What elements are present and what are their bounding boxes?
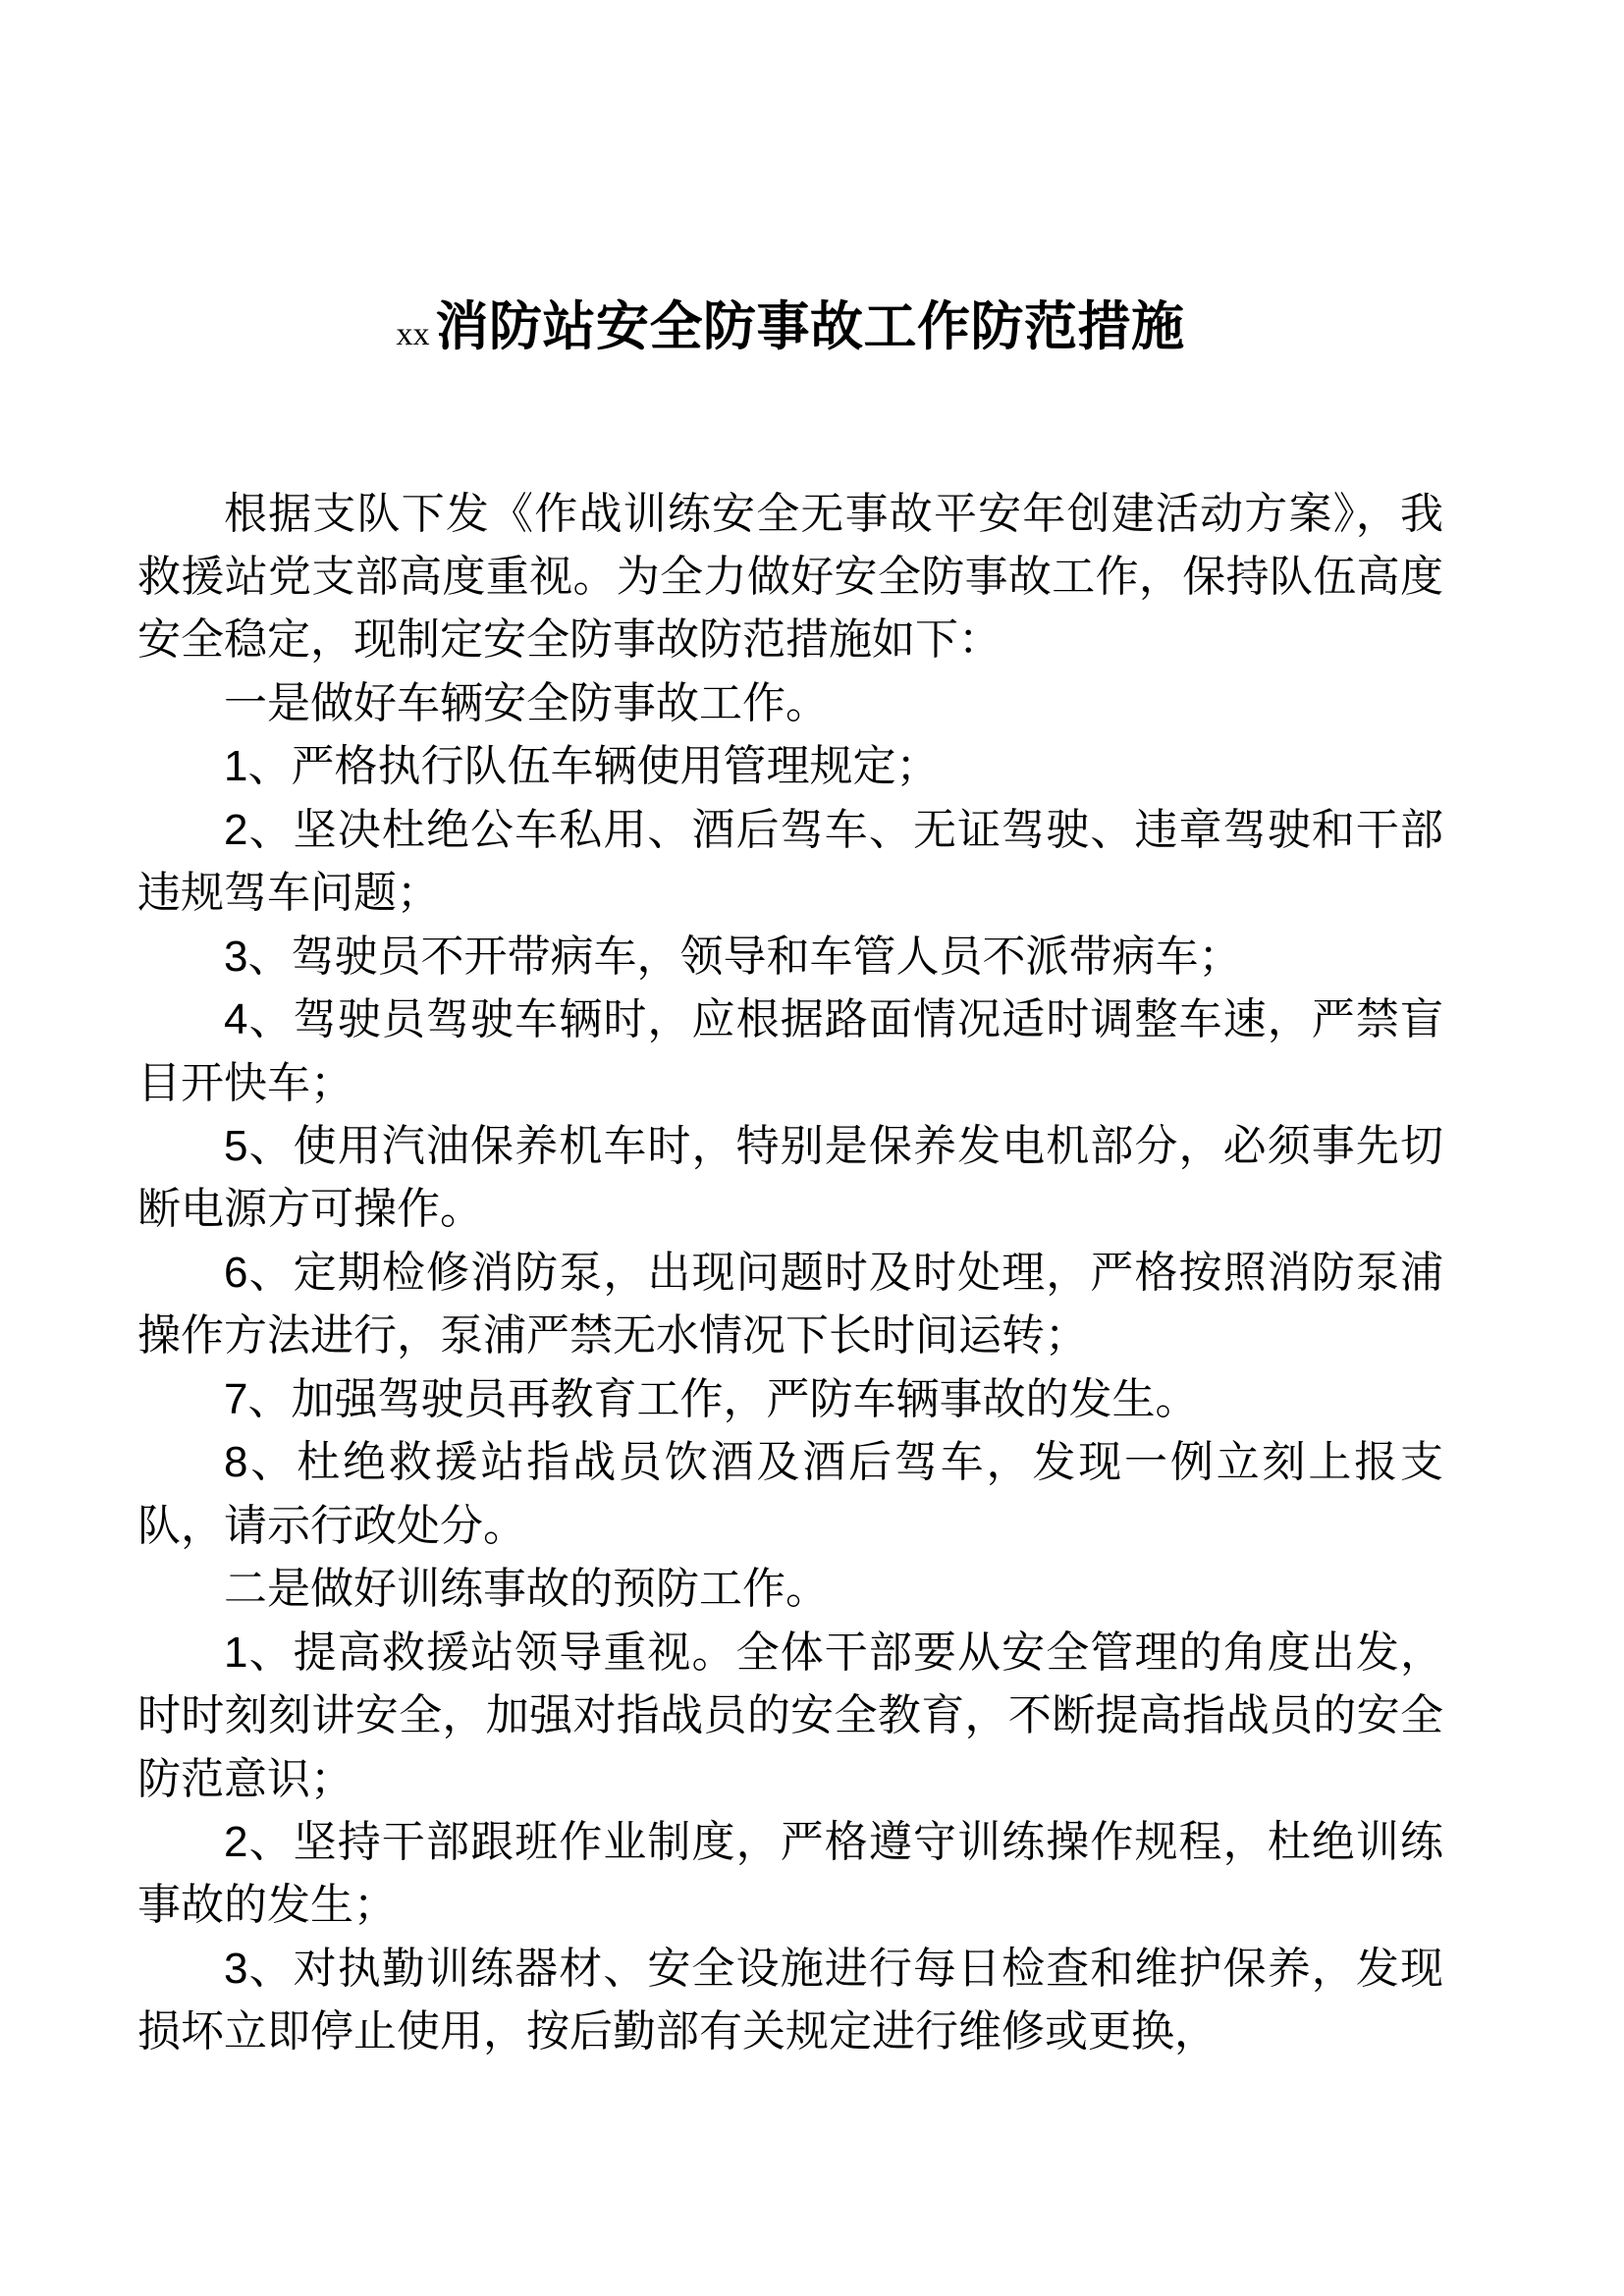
page-title [137, 294, 1443, 361]
paragraph-section-one-item-4: 4、驾驶员驾驶车辆时，应根据路面情况适时调整车速，严禁盲目开快车； [137, 995, 1443, 1107]
paragraph-section-one-item-8: 8、杜绝救援站指战员饮酒及酒后驾车，发现一例立刻上报支队，请示行政处分。 [137, 1438, 1443, 1550]
title-latin-prefix: xx [396, 316, 430, 352]
paragraph-section-one-item-5: 5、使用汽油保养机车时，特别是保养发电机部分，必须事先切断电源方可操作。 [137, 1122, 1443, 1234]
paragraph-section-two-item-2: 2、坚持干部跟班作业制度，严格遵守训练操作规程，杜绝训练事故的发生； [137, 1818, 1443, 1930]
paragraph-section-one-item-7: 7、加强驾驶员再教育工作，严防车辆事故的发生。 [224, 1374, 1199, 1423]
paragraph-section-one-item-6: 6、定期检修消防泵，出现问题时及时处理，严格按照消防泵浦操作方法进行，泵浦严禁无水情况下长时间运转； [137, 1248, 1443, 1361]
paragraph-section-two-item-3: 3、对执勤训练器材、安全设施进行每日检查和维护保养，发现损坏立即停止使用，按后勤部有关规定进行维修或更换， [137, 1944, 1443, 2056]
paragraph-section-two-item-1: 1、提高救援站领导重视。全体干部要从安全管理的角度出发，时时刻刻讲安全，加强对指战员的安全教育，不断提高指战员的安全防范意识； [137, 1628, 1443, 1803]
paragraph-section-one-item-3: 3、驾驶员不开带病车，领导和车管人员不派带病车； [224, 932, 1242, 981]
document-body [137, 294, 1443, 2064]
title-spacer [137, 361, 1443, 483]
paragraph-intro: 根据支队下发《作战训练安全无事故平安年创建活动方案》，我救援站党支部高度重视。为全力做好安全防事故工作，保持队伍高度安全稳定，现制定安全防事故防范措施如下： [137, 489, 1443, 665]
paragraph-section-one-item-2: 2、坚决杜绝公车私用、酒后驾车、无证驾驶、违章驾驶和干部违规驾车问题； [137, 805, 1443, 918]
paragraph-section-one-heading: 一是做好车辆安全防事故工作。 [224, 678, 829, 727]
paragraph-section-two-heading: 二是做好训练事故的预防工作。 [224, 1565, 829, 1614]
paragraph-section-one-item-1: 1、严格执行队伍车辆使用管理规定； [224, 742, 940, 791]
title-main-text: 消防站安全防事故工作防范措施 [435, 297, 1185, 356]
